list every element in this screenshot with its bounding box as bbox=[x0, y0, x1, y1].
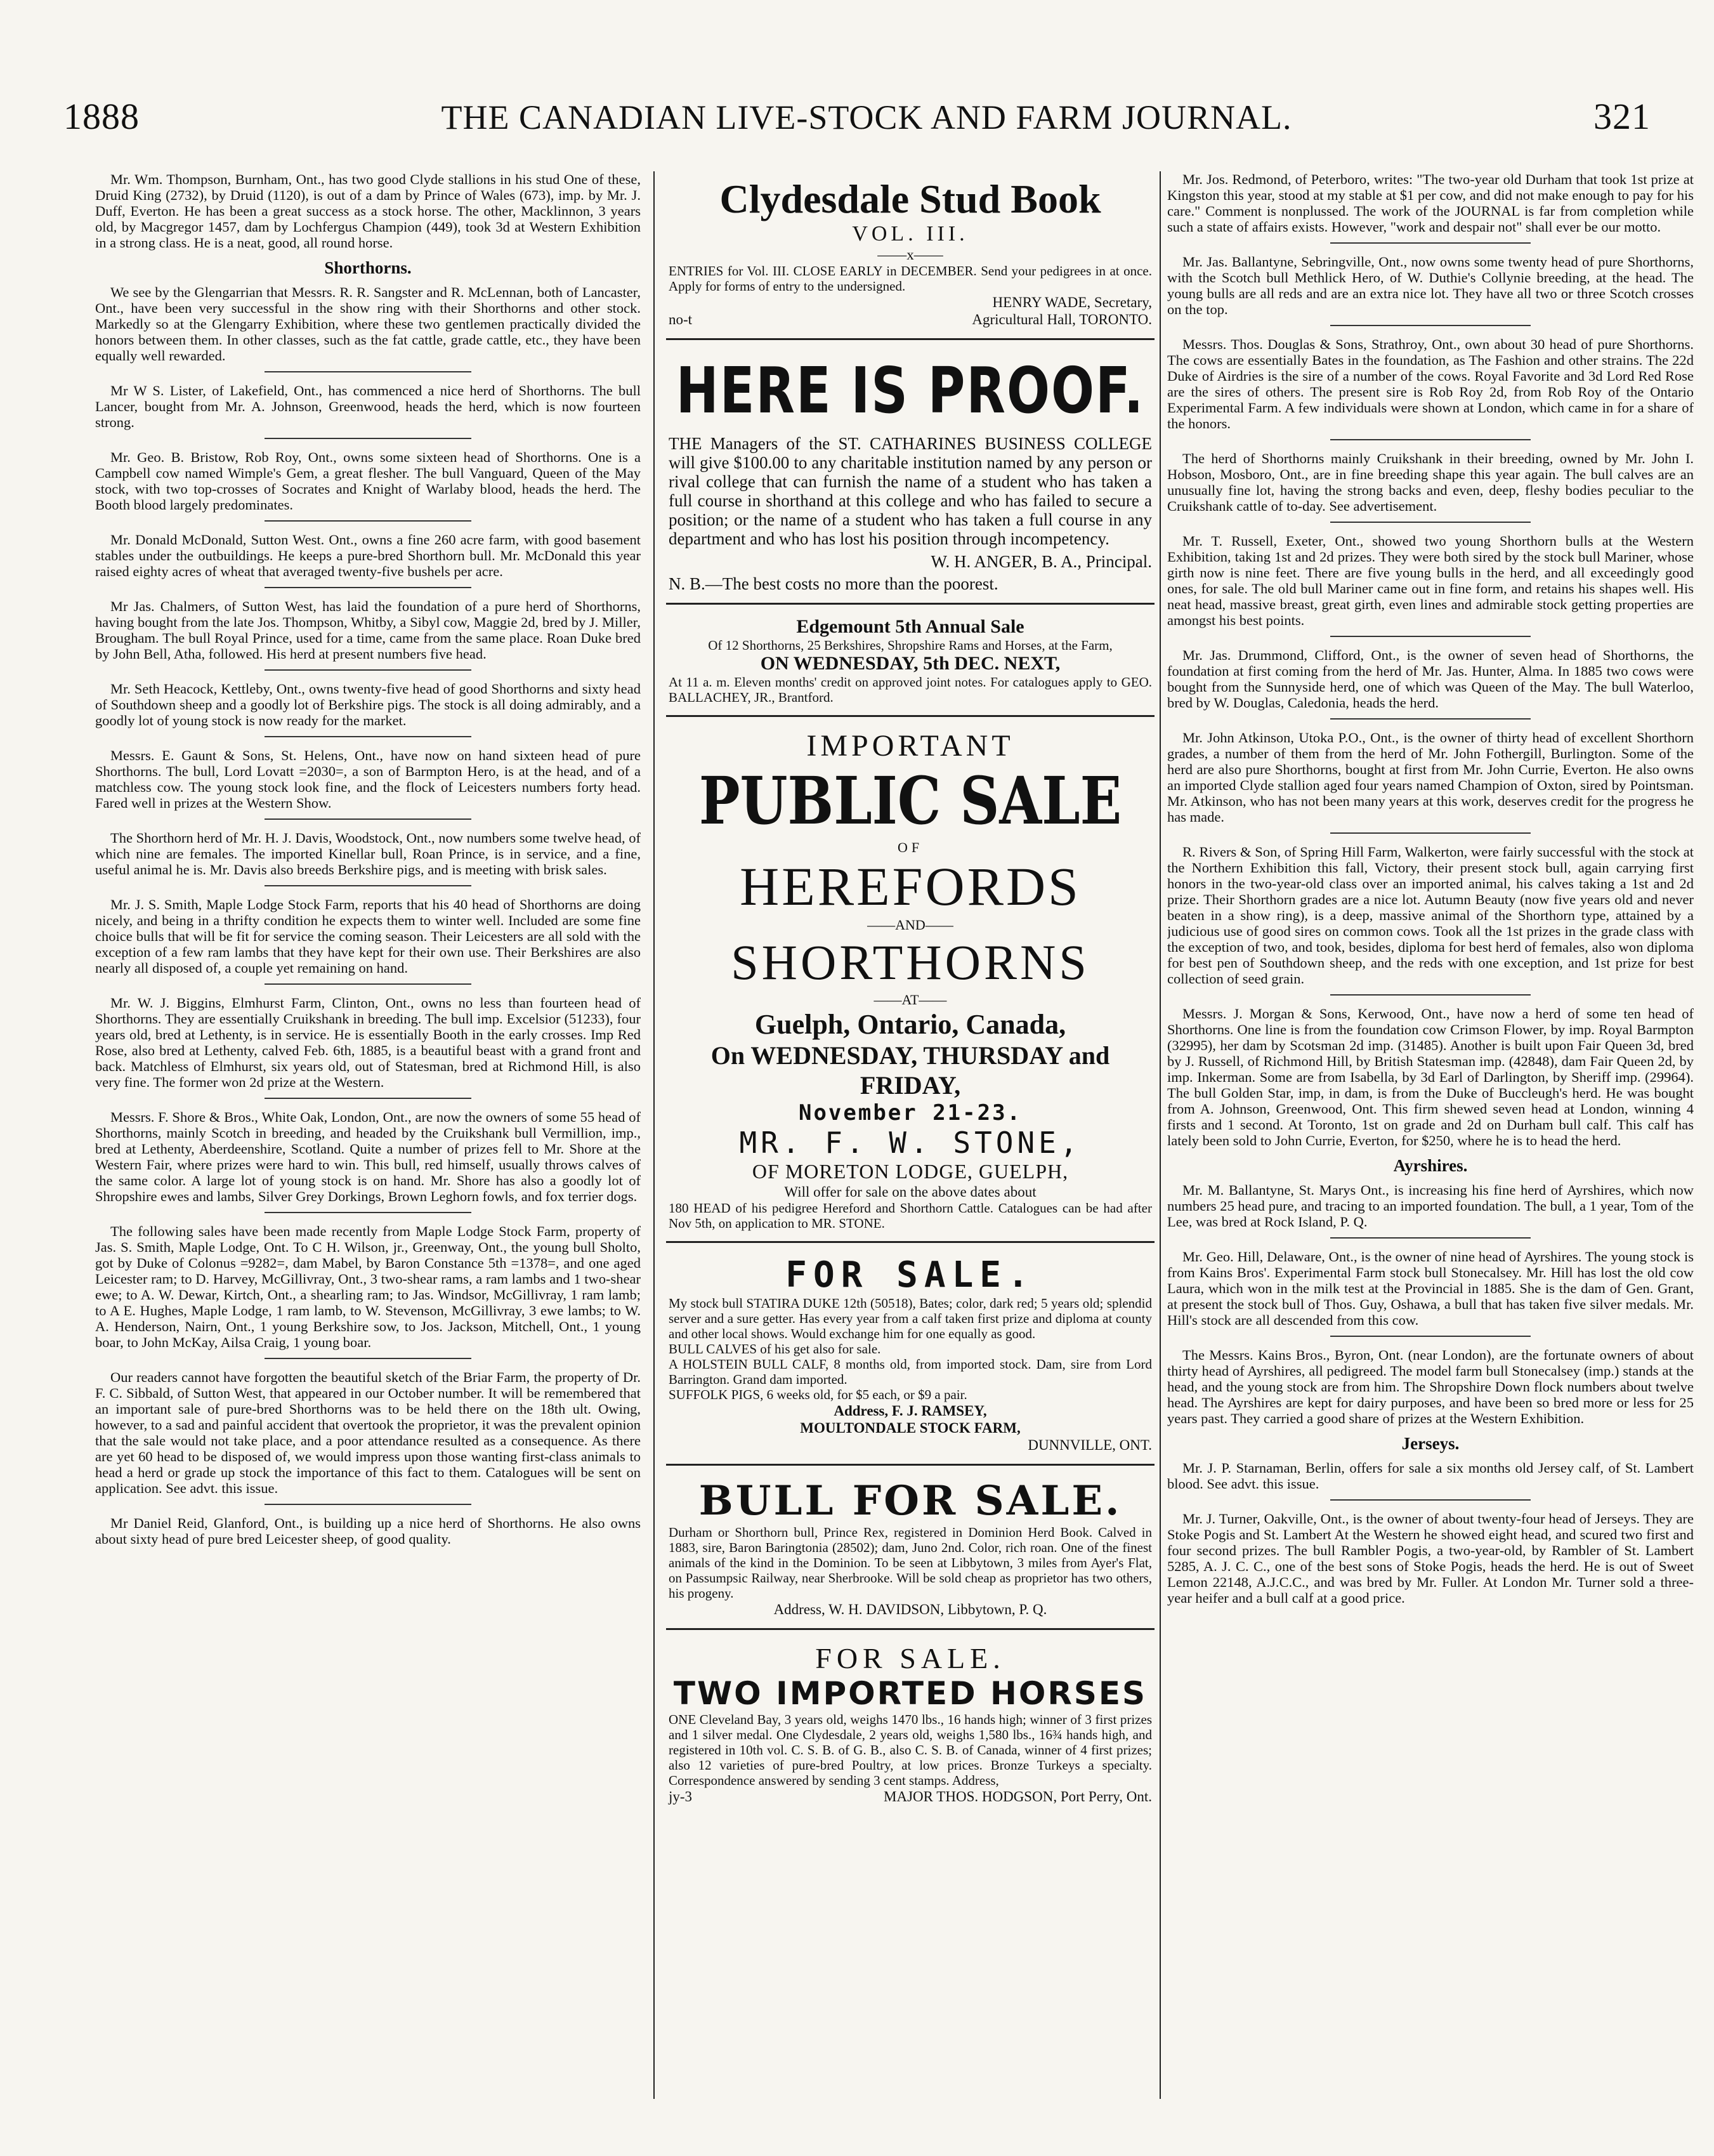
news-item: Mr. Wm. Thompson, Burnham, Ont., has two good Clyde stallions in his stud One of these, Druid King (2732), by Druid (1120), is out of a dam by Prince of Wales (673), imp. by Mr. J. Duff, Everton. He has been a great success as a stock horse. The other, Macklinnon, 3 years old, by Macgregor 1457, dam by Lochfergus Champion (449), took 3d at Western Exhibition in a strong class. He is a neat, good, all round horse. bbox=[95, 171, 641, 251]
ad-body: BULL CALVES of his get also for sale. bbox=[669, 1341, 881, 1357]
news-item: Mr W S. Lister, of Lakefield, Ont., has commenced a nice herd of Shorthorns. The bull Lancer, bought from Mr. A. Johnson, Greenwood, heads the herd, which is now fourteen strong. bbox=[95, 383, 641, 430]
ad-date: ON WEDNESDAY, 5th DEC. NEXT, bbox=[760, 653, 1061, 674]
divider bbox=[265, 520, 472, 522]
news-item: Mr. J. S. Smith, Maple Lodge Stock Farm, reports that his 40 head of Shorthorns are doing nicely, and being in a thrifty condition he expects them to winter well. Included are some fine choice bulls that will be fit for service the coming season. Their Leicesters are all sold with the exception of a few ram lambs that they have kept for their own use. Their Berkshires are also nearly all disposed of, a couple yet remaining on hand. bbox=[95, 897, 641, 976]
divider bbox=[1330, 1237, 1530, 1239]
news-item: R. Rivers & Son, of Spring Hill Farm, Walkerton, were fairly successful with the stock at the Northern Exhibition this fall, Victory, their present stock bull, again carrying first honors in the two-year-old class over an imported animal, his calves taking a 1st and 2d prize. Their Shorthorn grades are a nice lot. Autumn Beauty (now five years old and never beaten in a show ring), is a deep, massive animal of the Shorthorn type, attained by a judicious use of good sires on common cows. Took all the 1st prizes in the grade class with the exception of two, and took, besides, diploma for best herd of females, also won diploma for best pen of Southdown sheep, and the reds with one exception, and 1st prize for best collection of seed grain. bbox=[1167, 844, 1694, 987]
divider bbox=[265, 1358, 472, 1359]
news-item: Mr. W. J. Biggins, Elmhurst Farm, Clinton, Ont., owns no less than fourteen head of Shorthorns. They are essentially Cruikshank in breeding. The bull imp. Excelsior (51233), four years old, bred at Lethenty, is in service. He is essentially Booth in the early crosses. Imp Red Rose, also bred at Lethenty, calved Feb. 6th, 1885, is a beautiful beast with a grand front and back. Matchless of Elmhurst, six years old, out of Statesman, bred at Richmond Hill, is also very fine. The former won 2d prize at the Western. bbox=[95, 995, 641, 1090]
here-is-proof-ad bbox=[666, 346, 1155, 605]
ad-title: Clydesdale Stud Book bbox=[719, 176, 1101, 221]
news-item: The following sales have been made recently from Maple Lodge Stock Farm, property of Jas. S. Smith, Maple Lodge, Ont. To C H. Wilson, jr., Greenway, Ont., the young bull Sholto, got by Duke of Colonus =9282=, dam Mabel, by Baron Constance 5th =1378=, and one aged Leicester ram; to D. Harvey, McGillivray, Ont., 3 two-shear rams, a ram lambs and 1 two-shear ewe; to A. W. Dewar, Kirtch, Ont., a shearling ram; to Jas. Windsor, McGillivray, 1 ram lamb; to A E. Hughes, Maple Lodge, 1 ram lamb, to W. Stevenson, McGillivray, 3 ewe lambs; to W. A. Henderson, Nairn, Ont., 1 young Berkshire sow, to Jos. Jackson, Mitchell, Ont., 1 young boar, to John McKay, Ailsa Craig, 1 young boar. bbox=[95, 1223, 641, 1350]
ad-body: A HOLSTEIN BULL CALF, 8 months old, from imported stock. Dam, sire from Lord Barrington. Grand dam imported. bbox=[669, 1357, 1152, 1387]
page-number: 321 bbox=[1593, 96, 1651, 137]
news-item: Messrs. E. Gaunt & Sons, St. Helens, Ont., have now on hand sixteen head of pure Shorthorns. The bull, Lord Lovatt =2030=, a son of Barmpton Hero, is at the head, and of a matchless cow. The young stock look fine, and the flock of Leicesters numbers forty head. Fared well in prizes at the Western Show. bbox=[95, 747, 641, 811]
ad-note: N. B.—The best costs no more than the poorest. bbox=[669, 574, 998, 593]
news-item: Mr. John Atkinson, Utoka P.O., Ont., is the owner of thirty head of excellent Shorthorn grades, a number of them from the herd of Mr. John Fothergill, Burlington. Some of the herd are also pure Shorthorns, bought at first from Mr. John Currie, Everton. He also owns an imported Clyde stallion aged four years named Champion of Oxton, sired by Pointsman. Mr. Atkinson, who has not been many years at this work, deserves credit for the progress he has made. bbox=[1167, 730, 1694, 825]
news-item: Mr. Geo. B. Bristow, Rob Roy, Ont., owns some sixteen head of Shorthorns. One is a Campbell cow named Wimple's Gem, a great flesher. The bull Vanguard, Queen of the May stock, with two top-crosses of Socrates and Knight of Warlaby blood, heads the herd. The Booth blood largely predominates. bbox=[95, 449, 641, 513]
ad-seller-location: OF MORETON LODGE, GUELPH, bbox=[752, 1160, 1069, 1183]
header-year: 1888 bbox=[63, 96, 140, 137]
ornament: ——x—— bbox=[877, 247, 943, 263]
ad-title: FOR SALE. bbox=[815, 1642, 1005, 1674]
ad-address: Address, F. J. RAMSEY, bbox=[834, 1403, 987, 1419]
ad-connector: OF bbox=[897, 839, 924, 855]
news-item: Mr. J. P. Starnaman, Berlin, offers for sale a six months old Jersey calf, of St. Lambert blood. See advt. this issue. bbox=[1167, 1460, 1694, 1492]
ad-title: BULL FOR SALE. bbox=[698, 1477, 1122, 1525]
section-heading-jerseys: Jerseys. bbox=[1401, 1434, 1460, 1453]
news-item: Mr. Seth Heacock, Kettleby, Ont., owns twenty-five head of good Shorthorns and sixty head of Southdown sheep and a goodly lot of Berkshire pigs. The stock is all doing admirably, and a goodly lot of young stock is now ready for the market. bbox=[95, 681, 641, 728]
news-item: Mr. Geo. Hill, Delaware, Ont., is the owner of nine head of Ayrshires. The young stock is from Kains Bros'. Experimental Farm stock bull Stonecalsey. Mr. Hill has lost the old cow Laura, which won in the milk test at the Provincial in 1885. She is the dam of Gen. Grant, at present the stock bull of Thos. Guy, Oshawa, a bull that has taken five silver medals. Mr. Hill's stock are all descended from this cow. bbox=[1167, 1249, 1694, 1328]
divider bbox=[265, 818, 472, 820]
bull-for-sale-ad bbox=[666, 1472, 1155, 1630]
ad-title: FOR SALE. bbox=[785, 1254, 1035, 1296]
divider bbox=[265, 736, 472, 737]
divider bbox=[1330, 718, 1530, 720]
news-item: Mr. Jas. Ballantyne, Sebringville, Ont., now owns some twenty head of pure Shorthorns, with the Scotch bull Methlick Hero, of W. Duthie's Collynie breeding, at the head. The young bulls are all reds and are an extra nice lot. They have all two or three Scotch crosses on the top. bbox=[1167, 254, 1694, 317]
ad-body: THE Managers of the ST. CATHARINES BUSINESS COLLEGE will give $100.00 to any charitable institution named by any person or rival college that can furnish the name of a student who has taken a full course in shorthand at this college and who has failed to secure a position; or the name of a student who has taken a full course in any department and who has lost his position through incompetency. bbox=[669, 434, 1152, 548]
news-item: The Messrs. Kains Bros., Byron, Ont. (near London), are the fortunate owners of about thirty head of Ayrshires, all pedigreed. The model farm bull Stonecalsey (imp.) stands at the head, and the young stock are from him. The Shropshire Down flock numbers about twelve head. The Ayrshires are kept for dairy purposes, and have been so bred more or less for 25 years past. They carried a good share of prizes at the Western Exhibition. bbox=[1167, 1347, 1694, 1426]
news-item: We see by the Glengarrian that Messrs. R. R. Sangster and R. McLennan, both of Lancaster, Ont., have been very successful in the show ring with their Shorthorns and other stock. Markedly so at the Glengarry Exhibition, where these two gentlemen practically divided the honors between them. In other classes, such as the fat cattle, grade cattle, etc., they have been equally well rewarded. bbox=[95, 284, 641, 364]
advertisement-column bbox=[666, 171, 1155, 2099]
ad-breed: SHORTHORNS bbox=[731, 935, 1090, 990]
news-item: Mr. Jas. Drummond, Clifford, Ont., is the owner of seven head of Shorthorns, the foundation at first coming from the herd of Mr. Jas. Hunter, Alma. In 1885 two cows were bought from the Sunnyside herd, one of which was Queen of the May. The bull Waterloo, bred by W. Douglas, Caledonia, heads the herd. bbox=[1167, 647, 1694, 711]
ad-code: no-t bbox=[669, 312, 693, 327]
news-item: Mr Jas. Chalmers, of Sutton West, has laid the foundation of a pure herd of Shorthorns, having bought from the late Jos. Thompson, Whitby, a Sibyl cow, Maggie 2d, bred by J. Miller, Brougham. The bull Royal Prince, used for a time, came from the same place. Roan Duke bred by John Bell, Atha, followed. His herd at present numbers five head. bbox=[95, 598, 641, 662]
ad-code: jy-3 bbox=[669, 1789, 693, 1804]
ad-seller: MR. F. W. STONE, bbox=[739, 1126, 1082, 1160]
ad-title: Edgemount 5th Annual Sale bbox=[796, 616, 1024, 637]
divider bbox=[265, 1504, 472, 1505]
ad-title: PUBLIC SALE bbox=[698, 762, 1122, 839]
ad-date: November 21-23. bbox=[798, 1100, 1023, 1126]
divider bbox=[1330, 439, 1530, 440]
divider bbox=[1330, 994, 1530, 996]
ad-body: ENTRIES for Vol. III. CLOSE EARLY in DECEMBER. Send your pedigrees in at once. Apply for forms of entry to the undersigned. bbox=[669, 263, 1152, 294]
divider bbox=[1330, 1336, 1530, 1337]
news-item: The herd of Shorthorns mainly Cruikshank in their breeding, owned by Mr. John I. Hobson, Mosboro, Ont., are in fine breeding shape this year again. The bull calves are an unusually fine lot, having the strong backs and even, deep, fleshy bodies peculiar to the Cruikshank cattle of to-day. See advertisement. bbox=[1167, 450, 1694, 514]
journal-title: THE CANADIAN LIVE-STOCK AND FARM JOURNAL. bbox=[441, 98, 1292, 136]
column-divider bbox=[653, 171, 655, 2099]
news-item: Mr. J. Turner, Oakville, Ont., is the owner of about twenty-four head of Jerseys. They are Stoke Pogis and St. Lambert At the Western he showed eight head, and scured two first and four second prizes. The bull Rambler Pogis, a two-year-old, by Rambler of St. Lambert 5285, A. J. C. C., one of the best sons of Stoke Pogis, heads the herd. He is out of Sweet Lemon 22148, A.J.C.C., and was bred by Mr. Fuller. At London Mr. Turner sold a three-year heifer and a bull calf at a good price. bbox=[1167, 1511, 1694, 1606]
ad-title: HERE IS PROOF. bbox=[676, 353, 1145, 428]
news-item: Our readers cannot have forgotten the beautiful sketch of the Briar Farm, the property of Dr. F. C. Sibbald, of Sutton West, that appeared in our October number. It will be remembered that an important sale of pure-bred Shorthorns was to be held there on the 18th ult. Owing, however, to a sad and painful accident that overtook the proprietor, it was the prevalent opinion that the sale would not take place, and a poor attendance resulted as a consequence. As there are yet 60 head to be disposed of, we would impress upon those wanting first-class animals to head a herd or grade up stock the importance of this fact to them. Catalogues will be sent on application. See advt. this issue. bbox=[95, 1369, 641, 1496]
section-heading-ayrshires: Ayrshires. bbox=[1393, 1156, 1468, 1175]
divider bbox=[1330, 832, 1530, 834]
ad-body: My stock bull STATIRA DUKE 12th (50518), Bates; color, dark red; 5 years old; splendid server and a sure getter. Has every year from a calf taken first prize and diploma at county and other local shows. Would exchange him for one equally as good. bbox=[669, 1296, 1152, 1341]
divider bbox=[265, 983, 472, 985]
imported-horses-ad bbox=[666, 1636, 1155, 1815]
left-column bbox=[95, 171, 641, 2099]
news-item: Messrs. Thos. Douglas & Sons, Strathroy, Ont., own about 30 head of pure Shorthorns. The cows are essentially Bates in the foundation, as The Fashion and other strains. The 22d Duke of Airdries is the sire of a number of the cows. Royal Favorite and 3d Lord Red Rose are the sires of others. The present sire is Rob Roy 2d, from Rob Roy of the Ontario Experimental Farm. A few individuals were shown at London, which came in for a share of the honors. bbox=[1167, 336, 1694, 431]
public-sale-ad bbox=[666, 723, 1155, 1243]
divider bbox=[265, 587, 472, 588]
news-item: Mr Daniel Reid, Glanford, Ont., is building up a nice herd of Shorthorns. He also owns about sixty head of pure bred Leicester sheep, of good quality. bbox=[95, 1515, 641, 1547]
ad-subtitle: Of 12 Shorthorns, 25 Berkshires, Shropshire Rams and Horses, at the Farm, bbox=[708, 638, 1113, 653]
divider bbox=[1330, 325, 1530, 326]
divider bbox=[1330, 522, 1530, 523]
divider bbox=[265, 438, 472, 439]
ad-subtitle: VOL. III. bbox=[852, 222, 969, 246]
divider bbox=[265, 1098, 472, 1099]
ad-subtitle: TWO IMPORTED HORSES bbox=[673, 1675, 1148, 1712]
page-header bbox=[63, 95, 1651, 146]
ad-signature: MAJOR THOS. HODGSON, Port Perry, Ont. bbox=[884, 1789, 1152, 1804]
divider bbox=[1330, 1499, 1530, 1501]
divider bbox=[1330, 636, 1530, 637]
ad-signature: W. H. ANGER, B. A., Principal. bbox=[931, 552, 1152, 571]
ad-address: DUNNVILLE, ONT. bbox=[1028, 1437, 1152, 1453]
news-item: Mr. Donald McDonald, Sutton West. Ont., owns a fine 260 acre farm, with good basement stables under the outbuildings. He keeps a pure-bred Shorthorn bull. Mr. McDonald this year raised eighty acres of wheat that averaged twenty-five bushels per acre. bbox=[95, 532, 641, 579]
section-heading-shorthorns: Shorthorns. bbox=[324, 258, 412, 277]
news-item: Mr. T. Russell, Exeter, Ont., showed two young Shorthorn bulls at the Western Exhibition, taking 1st and 2d prizes. They were both sired by the stock bull Mariner, whose girth now is nine feet. There are five young bulls in the herd, and all exceedingly good ones, for sale. The old bull Mariner came out in fine form, and retains his shapes well. His neat head, massive breast, great girth, even lines and admirable stock getting properties are amongst his best points. bbox=[1167, 533, 1694, 628]
divider bbox=[1330, 242, 1530, 244]
news-item: The Shorthorn herd of Mr. H. J. Davis, Woodstock, Ont., now numbers some twelve head, of which nine are females. The imported Kinellar bull, Roan Prince, is in service, and a fine, useful animal he is. Mr. Davis also breeds Berkshire pigs, and is meeting with brisk sales. bbox=[95, 830, 641, 878]
ad-kicker: IMPORTANT bbox=[806, 729, 1014, 763]
ad-connector: ——AT—— bbox=[873, 992, 947, 1008]
ad-location: Guelph, Ontario, Canada, bbox=[754, 1009, 1066, 1040]
clydesdale-stud-book-ad bbox=[666, 171, 1155, 340]
news-item: Messrs. J. Morgan & Sons, Kerwood, Ont., have now a herd of some ten head of Shorthorns. One line is from the foundation cow Crimson Flower, by imp. Royal Barmpton (32995), her dam by Scotsman 2d imp. (31485). Another is built upon Fair Queen 3d, bred by J. Russell, of Richmond Hill, by British Statesman imp. (42848), dam Fair Queen 2d, by imp. Inkerman. Some are from Isabella, by 3d Earl of Darlington, by Sheriff imp. (29964). The bull Golden Star, imp, in dam, is from the Duke of Buccleugh's herd. He was bought from A. Johnson, Greenwood, Ont. This firm shewed seven head at London, winning 4 firsts and 1 second. At Toronto, 1st on grade and 2d on Durham bull calf. This calf has lately been sold to John Currie, Everton, for $250, where he is to head the herd. bbox=[1167, 1006, 1694, 1148]
ad-body: 180 HEAD of his pedigree Hereford and Shorthorn Cattle. Catalogues can be had after Nov 5th, on application to MR. STONE. bbox=[669, 1200, 1152, 1231]
edgemount-sale-ad bbox=[666, 611, 1155, 717]
ad-signature: Agricultural Hall, TORONTO. bbox=[972, 312, 1152, 327]
news-item: Mr. Jos. Redmond, of Peterboro, writes: "The two-year old Durham that took 1st prize at Kingston this year, stood at my stable at $1 per cow, and did not make enough to pay for his care." Comment is nonplussed. The work of the JOURNAL is far from completion while such a state of affairs exists. However, "work and despair not" shall ever be our motto. bbox=[1167, 171, 1694, 235]
ad-breed: HEREFORDS bbox=[740, 856, 1081, 917]
ad-days: On WEDNESDAY, THURSDAY and FRIDAY, bbox=[710, 1041, 1110, 1100]
news-item: Mr. M. Ballantyne, St. Marys Ont., is increasing his fine herd of Ayrshires, which now numbers 25 head pure, and tracing to an imported foundation. The bull, a 1 year, Tom of the Lee, was bred at Rock Island, P. Q. bbox=[1167, 1182, 1694, 1230]
ad-address: Address, W. H. DAVIDSON, Libbytown, P. Q. bbox=[773, 1601, 1047, 1617]
for-sale-ramsey-ad bbox=[666, 1249, 1155, 1466]
column-divider bbox=[1160, 171, 1161, 2099]
ad-body: Will offer for sale on the above dates about bbox=[784, 1184, 1037, 1200]
divider bbox=[265, 669, 472, 671]
ad-body: At 11 a. m. Eleven months' credit on approved joint notes. For catalogues apply to GEO. BALLACHEY, JR., Brantford. bbox=[669, 674, 1152, 705]
ad-signature: HENRY WADE, Secretary, bbox=[992, 294, 1152, 310]
ad-body: ONE Cleveland Bay, 3 years old, weighs 1470 lbs., 16 hands high; winner of 3 first prizes and 1 silver medal. One Clydesdale, 2 years old, weighs 1,580 lbs., 16¾ hands high, and registered in 10th vol. C. S. B. of G. B., also C. S. B. of Canada, winner of 4 first prizes; also 12 varieties of pure-bred Poultry, at low prices. Bronze Turkeys a specialty. Correspondence answered by sending 3 cent stamps. Address, bbox=[669, 1712, 1152, 1788]
divider bbox=[265, 885, 472, 886]
ad-body: Durham or Shorthorn bull, Prince Rex, registered in Dominion Herd Book. Calved in 1883, sire, Baron Baringtonia (28502); dam, Juno 2nd. Color, rich roan. One of the finest animals of the kind in the Dominion. To be seen at Libbytown, 3 miles from Ayer's Flat, on Passumpsic Railway, near Sherbrooke. Will be sold cheap as proprietor has two others, his progeny. bbox=[669, 1525, 1152, 1601]
ad-address: MOULTONDALE STOCK FARM, bbox=[800, 1420, 1021, 1436]
ad-connector: ——AND—— bbox=[867, 917, 953, 933]
divider bbox=[265, 1212, 472, 1213]
right-column bbox=[1167, 171, 1694, 2099]
divider bbox=[265, 371, 472, 372]
news-item: Messrs. F. Shore & Bros., White Oak, London, Ont., are now the owners of some 55 head of Shorthorns, mainly Scotch in breeding, and headed by the Cruikshank bull Vermillion, imp., bred at Lethenty, Aberdeenshire, Scotland. Quite a number of prizes fell to Mr. Shore at the Western Fair, where prizes were hard to win. This bull, red himself, usually throws calves of the same color. A large lot of young stock is on hand. Mr. Shore has also a goodly lot of Shropshire ewes and lambs, Silver Grey Dorkings, Brown Leghorn fowls, and fox terrier dogs. bbox=[95, 1109, 641, 1204]
ad-body: SUFFOLK PIGS, 6 weeks old, for $5 each, or $9 a pair. bbox=[669, 1387, 967, 1402]
